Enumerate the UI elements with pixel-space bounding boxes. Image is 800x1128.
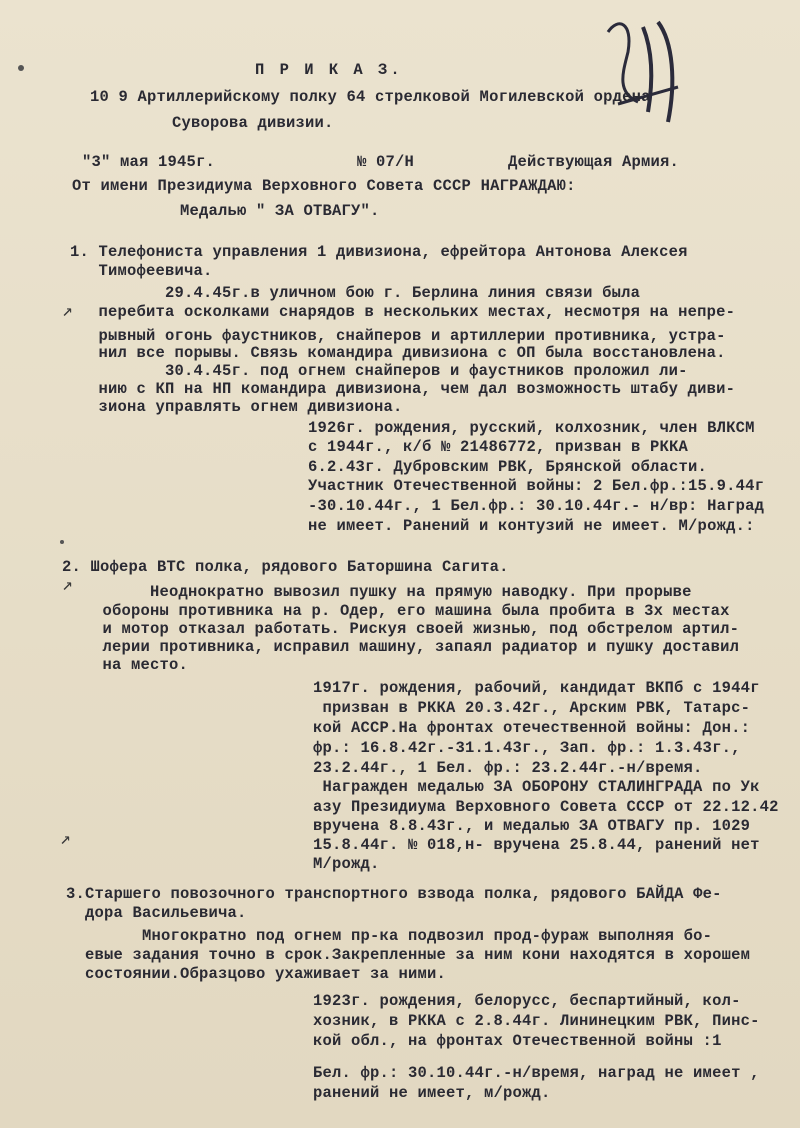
award-line: От имени Президиума Верховного Совета СССР НАГРАЖДАЮ: — [72, 177, 576, 195]
army-label: Действующая Армия. — [508, 153, 680, 171]
entry-line: дора Васильевича. — [66, 904, 247, 922]
bio-line: с 1944г., к/б № 21486772, призван в РККА — [308, 438, 689, 456]
order-date: "3" мая 1945г. — [82, 153, 216, 171]
bio-line: Награжден медалью ЗА ОБОРОНУ СТАЛИНГРАДА по Ук — [313, 778, 760, 796]
bio-line: 15.8.44г. № 018,н- вручена 25.8.44, ранений нет — [313, 836, 760, 854]
entry-line: обороны противника на р. Одер, его машина была пробита в 3х местах — [74, 602, 730, 620]
entry-line: нил все порывы. Связь командира дивизиона с ОП была восстановлена. — [70, 344, 726, 362]
entry-line: 2. Шофера ВТС полка, рядового Баторшина Сагита. — [62, 558, 509, 576]
entry-line: Многократно под огнем пр-ка подвозил прод-фураж выполняя бо- — [66, 927, 713, 945]
bio-line: фр.: 16.8.42г.-31.1.43г., Зап. фр.: 1.3.43г., — [313, 739, 741, 757]
ink-dot — [60, 540, 64, 544]
handwritten-signature — [598, 12, 690, 132]
header-unit-line: 10 9 Артиллерийскому полку 64 стрелковой Могилевской ордена — [90, 88, 651, 106]
bio-line: не имеет. Ранений и контузий не имеет. М/рожд.: — [308, 517, 755, 535]
order-title: П Р И К А З. — [255, 61, 403, 79]
medal-line: Медалью " ЗА ОТВАГУ". — [180, 202, 380, 220]
bio-line: хозник, в РККА с 2.8.44г. Лининецким РВК, Пинс- — [313, 1012, 760, 1030]
bio-line: Участник Отечественной войны: 2 Бел.фр.:15.9.44г — [308, 477, 765, 495]
entry-line: 29.4.45г.в уличном бою г. Берлина линия связи была — [70, 284, 641, 302]
bio-line: М/рожд. — [313, 855, 380, 873]
entry-line: 3.Старшего повозочного транспортного взвода полка, рядового БАЙДА Фе- — [66, 885, 722, 903]
bio-line: 1923г. рождения, белорусс, беспартийный, кол- — [313, 992, 741, 1010]
bio-line: -30.10.44г., 1 Бел.фр.: 30.10.44г.- н/вр: Наград — [308, 497, 765, 515]
bio-line: 1917г. рождения, рабочий, кандидат ВКПб с 1944г — [313, 679, 760, 697]
bio-line: 1926г. рождения, русский, колхозник, член ВЛКСМ — [308, 419, 755, 437]
bio-line: ранений не имеет, м/рожд. — [313, 1084, 551, 1102]
entry-line: 1. Телефониста управления 1 дивизиона, ефрейтора Антонова Алексея — [70, 243, 688, 261]
entry-line: состоянии.Образцово ухаживает за ними. — [66, 965, 447, 983]
bio-line: кой АССР.На фронтах отечественной войны: Дон.: — [313, 719, 751, 737]
entry-line: Неоднократно вывозил пушку на прямую наводку. При прорыве — [74, 583, 692, 601]
entry-line: зиона управлять огнем дивизиона. — [70, 398, 403, 416]
entry-line: Тимофеевича. — [70, 262, 213, 280]
entry-line: на место. — [74, 656, 189, 674]
bio-line: 6.2.43г. Дубровским РВК, Брянской области. — [308, 458, 708, 476]
bio-line: Бел. фр.: 30.10.44г.-н/время, наград не имеет , — [313, 1064, 760, 1082]
bio-line: азу Президиума Верховного Совета СССР от 22.12.42 — [313, 798, 779, 816]
entry-line: и мотор отказал работать. Рискуя своей жизнью, под обстрелом артил- — [74, 620, 740, 638]
bio-line: вручена 8.8.43г., и медалью ЗА ОТВАГУ пр. 1029 — [313, 817, 751, 835]
bio-line: кой обл., на фронтах Отечественной войны :1 — [313, 1032, 722, 1050]
entry-line: рывный огонь фаустников, снайперов и артиллерии противника, устра- — [70, 327, 726, 345]
entry-line: лерии противника, исправил машину, запаял радиатор и пушку доставил — [74, 638, 740, 656]
margin-arrow-mark: ↗ — [60, 830, 71, 850]
order-number: № 07/Н — [357, 153, 415, 171]
margin-arrow-mark: ↗ — [62, 576, 73, 596]
entry-line: перебита осколками снарядов в нескольких местах, несмотря на непре- — [70, 303, 736, 321]
margin-arrow-mark: ↗ — [62, 302, 73, 322]
bio-line: 23.2.44г., 1 Бел. фр.: 23.2.44г.-н/время. — [313, 759, 703, 777]
entry-line: 30.4.45г. под огнем снайперов и фаустников проложил ли- — [70, 362, 688, 380]
bio-line: призван в РККА 20.3.42г., Арским РВК, Татарс- — [313, 699, 751, 717]
entry-line: нию с КП на НП командира дивизиона, чем дал возможность штабу диви- — [70, 380, 736, 398]
entry-line: евые задания точно в срок.Закрепленные за ним кони находятся в хорошем — [66, 946, 751, 964]
punch-hole-mark — [18, 65, 24, 71]
header-unit-line-2: Суворова дивизии. — [172, 114, 334, 132]
